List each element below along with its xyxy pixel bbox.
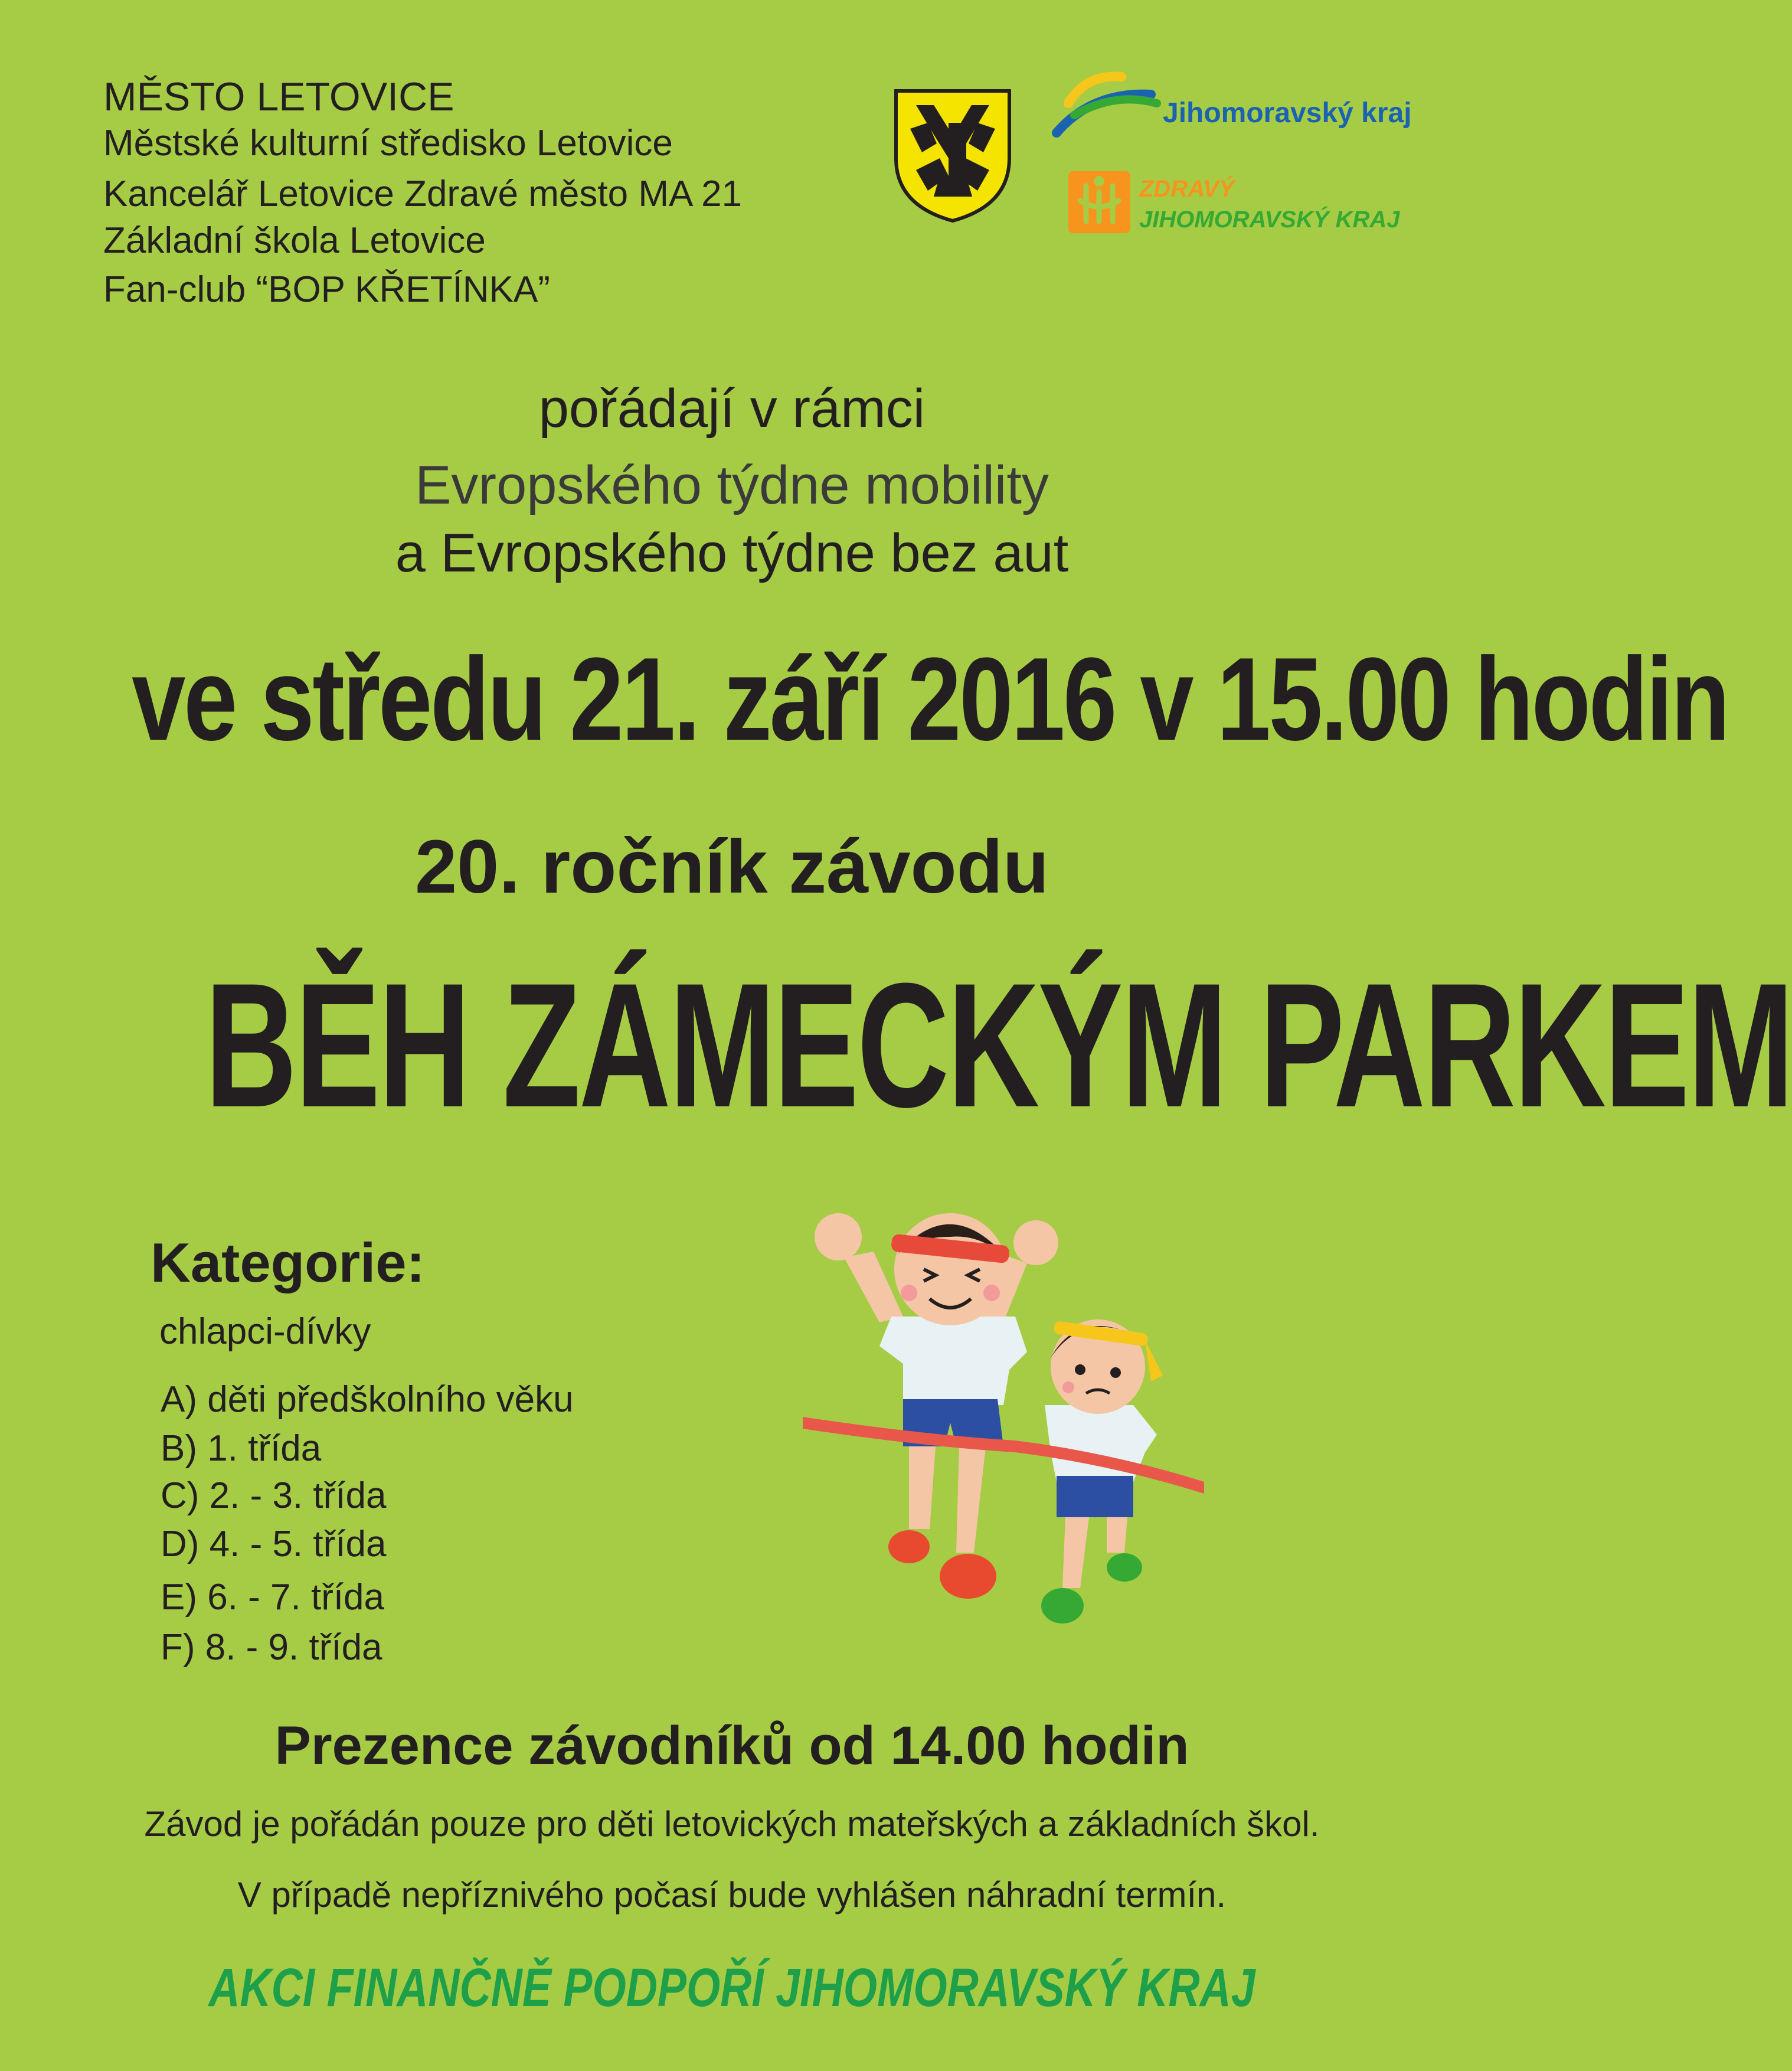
organizer-school: Základní škola Letovice (103, 220, 486, 261)
organizer-health-office: Kancelář Letovice Zdravé město MA 21 (103, 174, 743, 214)
category-item: E) 6. - 7. třída (161, 1577, 385, 1618)
healthy-logo-line2: JIHOMORAVSKÝ KRAJ (1139, 207, 1400, 233)
intro-line-1: pořádají v rámci (538, 378, 926, 439)
healthy-logo-line1: ZDRAVÝ (1139, 176, 1235, 202)
sponsor-line: AKCI FINANČNĚ PODPOŘÍ JIHOMORAVSKÝ KRAJ (208, 1958, 1255, 2018)
category-item: C) 2. - 3. třída (161, 1475, 387, 1516)
eligibility-note: Závod je pořádán pouze pro děti letovických mateřských a základních škol. (144, 1804, 1320, 1844)
organizer-city: MĚSTO LETOVICE (103, 74, 454, 119)
intro-line-3: a Evropského týdne bez aut (395, 523, 1069, 583)
running-kids-illustration (803, 1198, 1216, 1647)
runner-big-kid (815, 1213, 1058, 1599)
race-title: BĚH ZÁMECKÝM PARKEM (205, 946, 1792, 1144)
categories-heading: Kategorie: (151, 1232, 425, 1293)
organizer-culture-center: Městské kulturní středisko Letovice (103, 123, 673, 164)
category-item: F) 8. - 9. třída (161, 1627, 382, 1668)
category-item: A) děti předškolního věku (161, 1379, 574, 1420)
event-date: ve středu 21. září 2016 v 15.00 hodin (132, 633, 1728, 765)
healthy-region-logo-icon (1068, 168, 1399, 236)
intro-line-2: Evropského týdne mobility (415, 455, 1049, 515)
weather-note: V případě nepříznivého počasí bude vyhlášen náhradní termín. (237, 1875, 1227, 1915)
categories-subheading: chlapci-dívky (159, 1311, 371, 1352)
category-item: B) 1. třída (161, 1428, 322, 1469)
registration-time: Prezence závodníků od 14.00 hodin (274, 1716, 1189, 1776)
organizer-fan-club: Fan-club “BOP KŘETÍNKA” (103, 269, 550, 310)
category-item: D) 4. - 5. třída (161, 1524, 387, 1564)
region-logo-text: Jihomoravský kraj (1163, 97, 1412, 129)
letovice-coat-of-arms-icon (892, 87, 1013, 223)
race-edition: 20. ročník závodu (414, 825, 1049, 909)
jihomoravsky-kraj-logo-icon (1051, 68, 1428, 151)
